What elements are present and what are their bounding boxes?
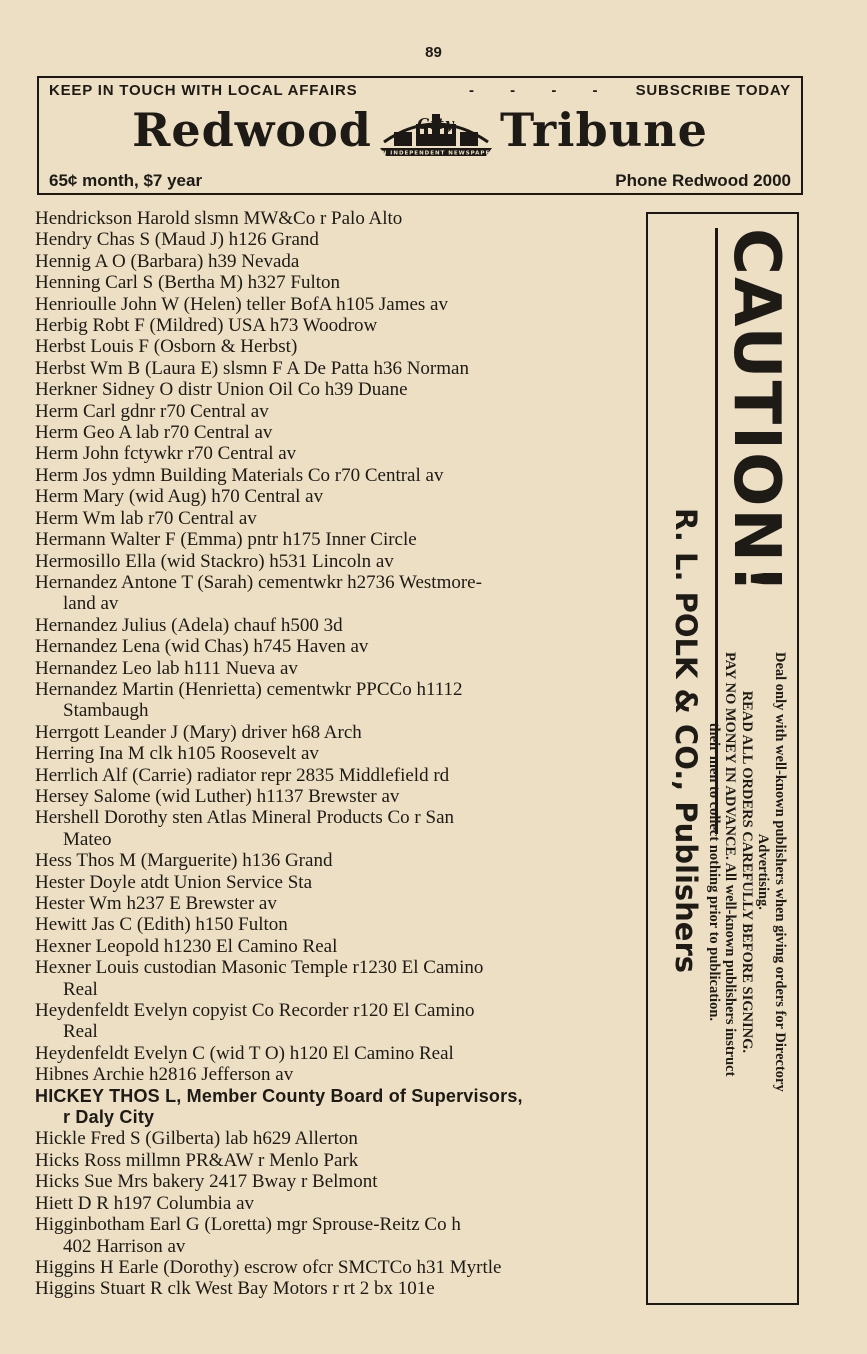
- emblem-city-text: City: [417, 115, 455, 133]
- directory-entry: Hewitt Jas C (Edith) h150 Fulton: [35, 914, 288, 936]
- directory-entry: Herm Wm lab r70 Central av: [35, 507, 257, 529]
- listing-continuation: Real: [63, 1021, 98, 1043]
- caution-sidebox: [646, 212, 799, 1305]
- listing-continuation: land av: [63, 593, 119, 615]
- directory-entry: Hicks Sue Mrs bakery 2417 Bway r Belmont: [35, 1171, 378, 1193]
- directory-entry: Higgins Stuart R clk West Bay Motors r rt 2 bx 101e: [35, 1278, 435, 1300]
- notice-line: Deal only with well-known publishers when giving orders for Directory: [772, 652, 788, 1092]
- directory-entry: Hermosillo Ella (wid Stackro) h531 Lincoln av: [35, 550, 394, 572]
- caution-notice: [706, 652, 789, 1092]
- directory-entry: Hendrickson Harold slsmn MW&Co r Palo Alto: [35, 208, 403, 229]
- directory-entry: Herm John fctywkr r70 Central av: [35, 443, 297, 465]
- directory-entry: Hess Thos M (Marguerite) h136 Grand: [35, 850, 333, 872]
- masthead-redwood: Redwood: [132, 103, 372, 157]
- directory-entry: Herring Ina M clk h105 Roosevelt av: [35, 743, 319, 765]
- directory-entry: Herm Geo A lab r70 Central av: [35, 422, 273, 444]
- directory-entry: Hernandez Martin (Henrietta) cementwkr PPCCo h1112: [35, 678, 463, 700]
- publisher-name: R. L. POLK & CO., Publishers: [669, 508, 703, 974]
- directory-entry: Henrioulle John W (Helen) teller BofA h105 James av: [35, 293, 448, 315]
- directory-entry: Heydenfeldt Evelyn C (wid T O) h120 El Camino Real: [35, 1042, 454, 1064]
- directory-entry: Herrgott Leander J (Mary) driver h68 Arch: [35, 721, 362, 743]
- directory-entry: Hester Doyle atdt Union Service Sta: [35, 871, 313, 893]
- notice-line: PAY NO MONEY IN ADVANCE. All well-known publishers instruct: [722, 652, 739, 1077]
- directory-entry: Higginbotham Earl G (Loretta) mgr Sprouse-Reitz Co h: [35, 1214, 461, 1236]
- directory-entry: Hicks Ross millmn PR&AW r Menlo Park: [35, 1149, 359, 1171]
- directory-listings: [35, 208, 635, 1300]
- directory-entry: Hendry Chas S (Maud J) h126 Grand: [35, 229, 319, 251]
- directory-entry: Hernandez Antone T (Sarah) cementwkr h2736 Westmore-: [35, 571, 482, 593]
- masthead-tribune: Tribune: [499, 103, 708, 157]
- newspaper-ad-banner: [37, 76, 803, 195]
- ad-phone: Phone Redwood 2000: [615, 171, 791, 190]
- ad-tagline: KEEP IN TOUCH WITH LOCAL AFFAIRS: [49, 82, 358, 99]
- directory-entry: Herm Jos ydmn Building Materials Co r70 Central av: [35, 464, 444, 486]
- listing-continuation: 402 Harrison av: [63, 1235, 186, 1257]
- listing-continuation: r Daly City: [63, 1107, 155, 1128]
- directory-entry: Hexner Louis custodian Masonic Temple r1230 El Camino: [35, 957, 484, 979]
- caution-heading: CAUTION!: [719, 228, 793, 596]
- directory-entry: Hernandez Leo lab h111 Nueva av: [35, 657, 298, 679]
- directory-entry: Heydenfeldt Evelyn copyist Co Recorder r120 El Camino: [35, 1000, 475, 1022]
- directory-entry: Hennig A O (Barbara) h39 Nevada: [35, 250, 300, 272]
- directory-entry: Henning Carl S (Bertha M) h327 Fulton: [35, 272, 341, 294]
- city-emblem-icon: [376, 98, 496, 162]
- directory-entry: Hernandez Lena (wid Chas) h745 Haven av: [35, 636, 369, 658]
- emblem-banner-text: AN INDEPENDENT NEWSPAPER: [376, 150, 496, 157]
- ad-subscribe-text: SUBSCRIBE TODAY: [635, 82, 791, 99]
- notice-line: Advertising.: [755, 833, 772, 910]
- directory-entry: Herbst Louis F (Osborn & Herbst): [35, 336, 298, 358]
- directory-entry: Herrlich Alf (Carrie) radiator repr 2835 Middlefield rd: [35, 764, 450, 786]
- directory-entry: HICKEY THOS L, Member County Board of Supervisors,: [35, 1085, 523, 1106]
- directory-entry: Herm Carl gdnr r70 Central av: [35, 400, 269, 422]
- directory-entry: Higgins H Earle (Dorothy) escrow ofcr SMCTCo h31 Myrtle: [35, 1256, 502, 1278]
- directory-entry: Hermann Walter F (Emma) pntr h175 Inner Circle: [35, 529, 417, 551]
- directory-entry: Hiett D R h197 Columbia av: [35, 1192, 255, 1214]
- directory-entry: Herkner Sidney O distr Union Oil Co h39 Duane: [35, 379, 408, 401]
- directory-entry: Hershell Dorothy sten Atlas Mineral Products Co r San: [35, 807, 455, 829]
- newspaper-masthead: [39, 96, 801, 162]
- listing-continuation: Mateo: [63, 828, 112, 850]
- directory-entry: Hester Wm h237 E Brewster av: [35, 893, 277, 914]
- directory-entry: Hersey Salome (wid Luther) h1137 Brewster av: [35, 785, 400, 807]
- ad-price: 65¢ month, $7 year: [49, 171, 203, 190]
- directory-entry: Herbig Robt F (Mildred) USA h73 Woodrow: [35, 315, 378, 337]
- directory-entry: Hibnes Archie h2816 Jefferson av: [35, 1064, 294, 1086]
- ad-bottom-line: [49, 171, 791, 191]
- listing-continuation: Stambaugh: [63, 700, 149, 722]
- notice-line: their men to collect nothing prior to publication.: [706, 722, 722, 1022]
- listing-continuation: Real: [63, 978, 98, 1000]
- ad-dashes: - - - -: [469, 82, 614, 99]
- directory-entry: Hernandez Julius (Adela) chauf h500 3d: [35, 614, 343, 636]
- directory-entry: Hickle Fred S (Gilberta) lab h629 Allerton: [35, 1128, 358, 1150]
- notice-line: READ ALL ORDERS CAREFULLY BEFORE SIGNING.: [739, 690, 755, 1054]
- directory-entry: Herbst Wm B (Laura E) slsmn F A De Patta h36 Norman: [35, 357, 469, 379]
- directory-entry: Herm Mary (wid Aug) h70 Central av: [35, 486, 324, 508]
- page-number: 89: [425, 44, 442, 61]
- directory-entry: Hexner Leopold h1230 El Camino Real: [35, 935, 338, 957]
